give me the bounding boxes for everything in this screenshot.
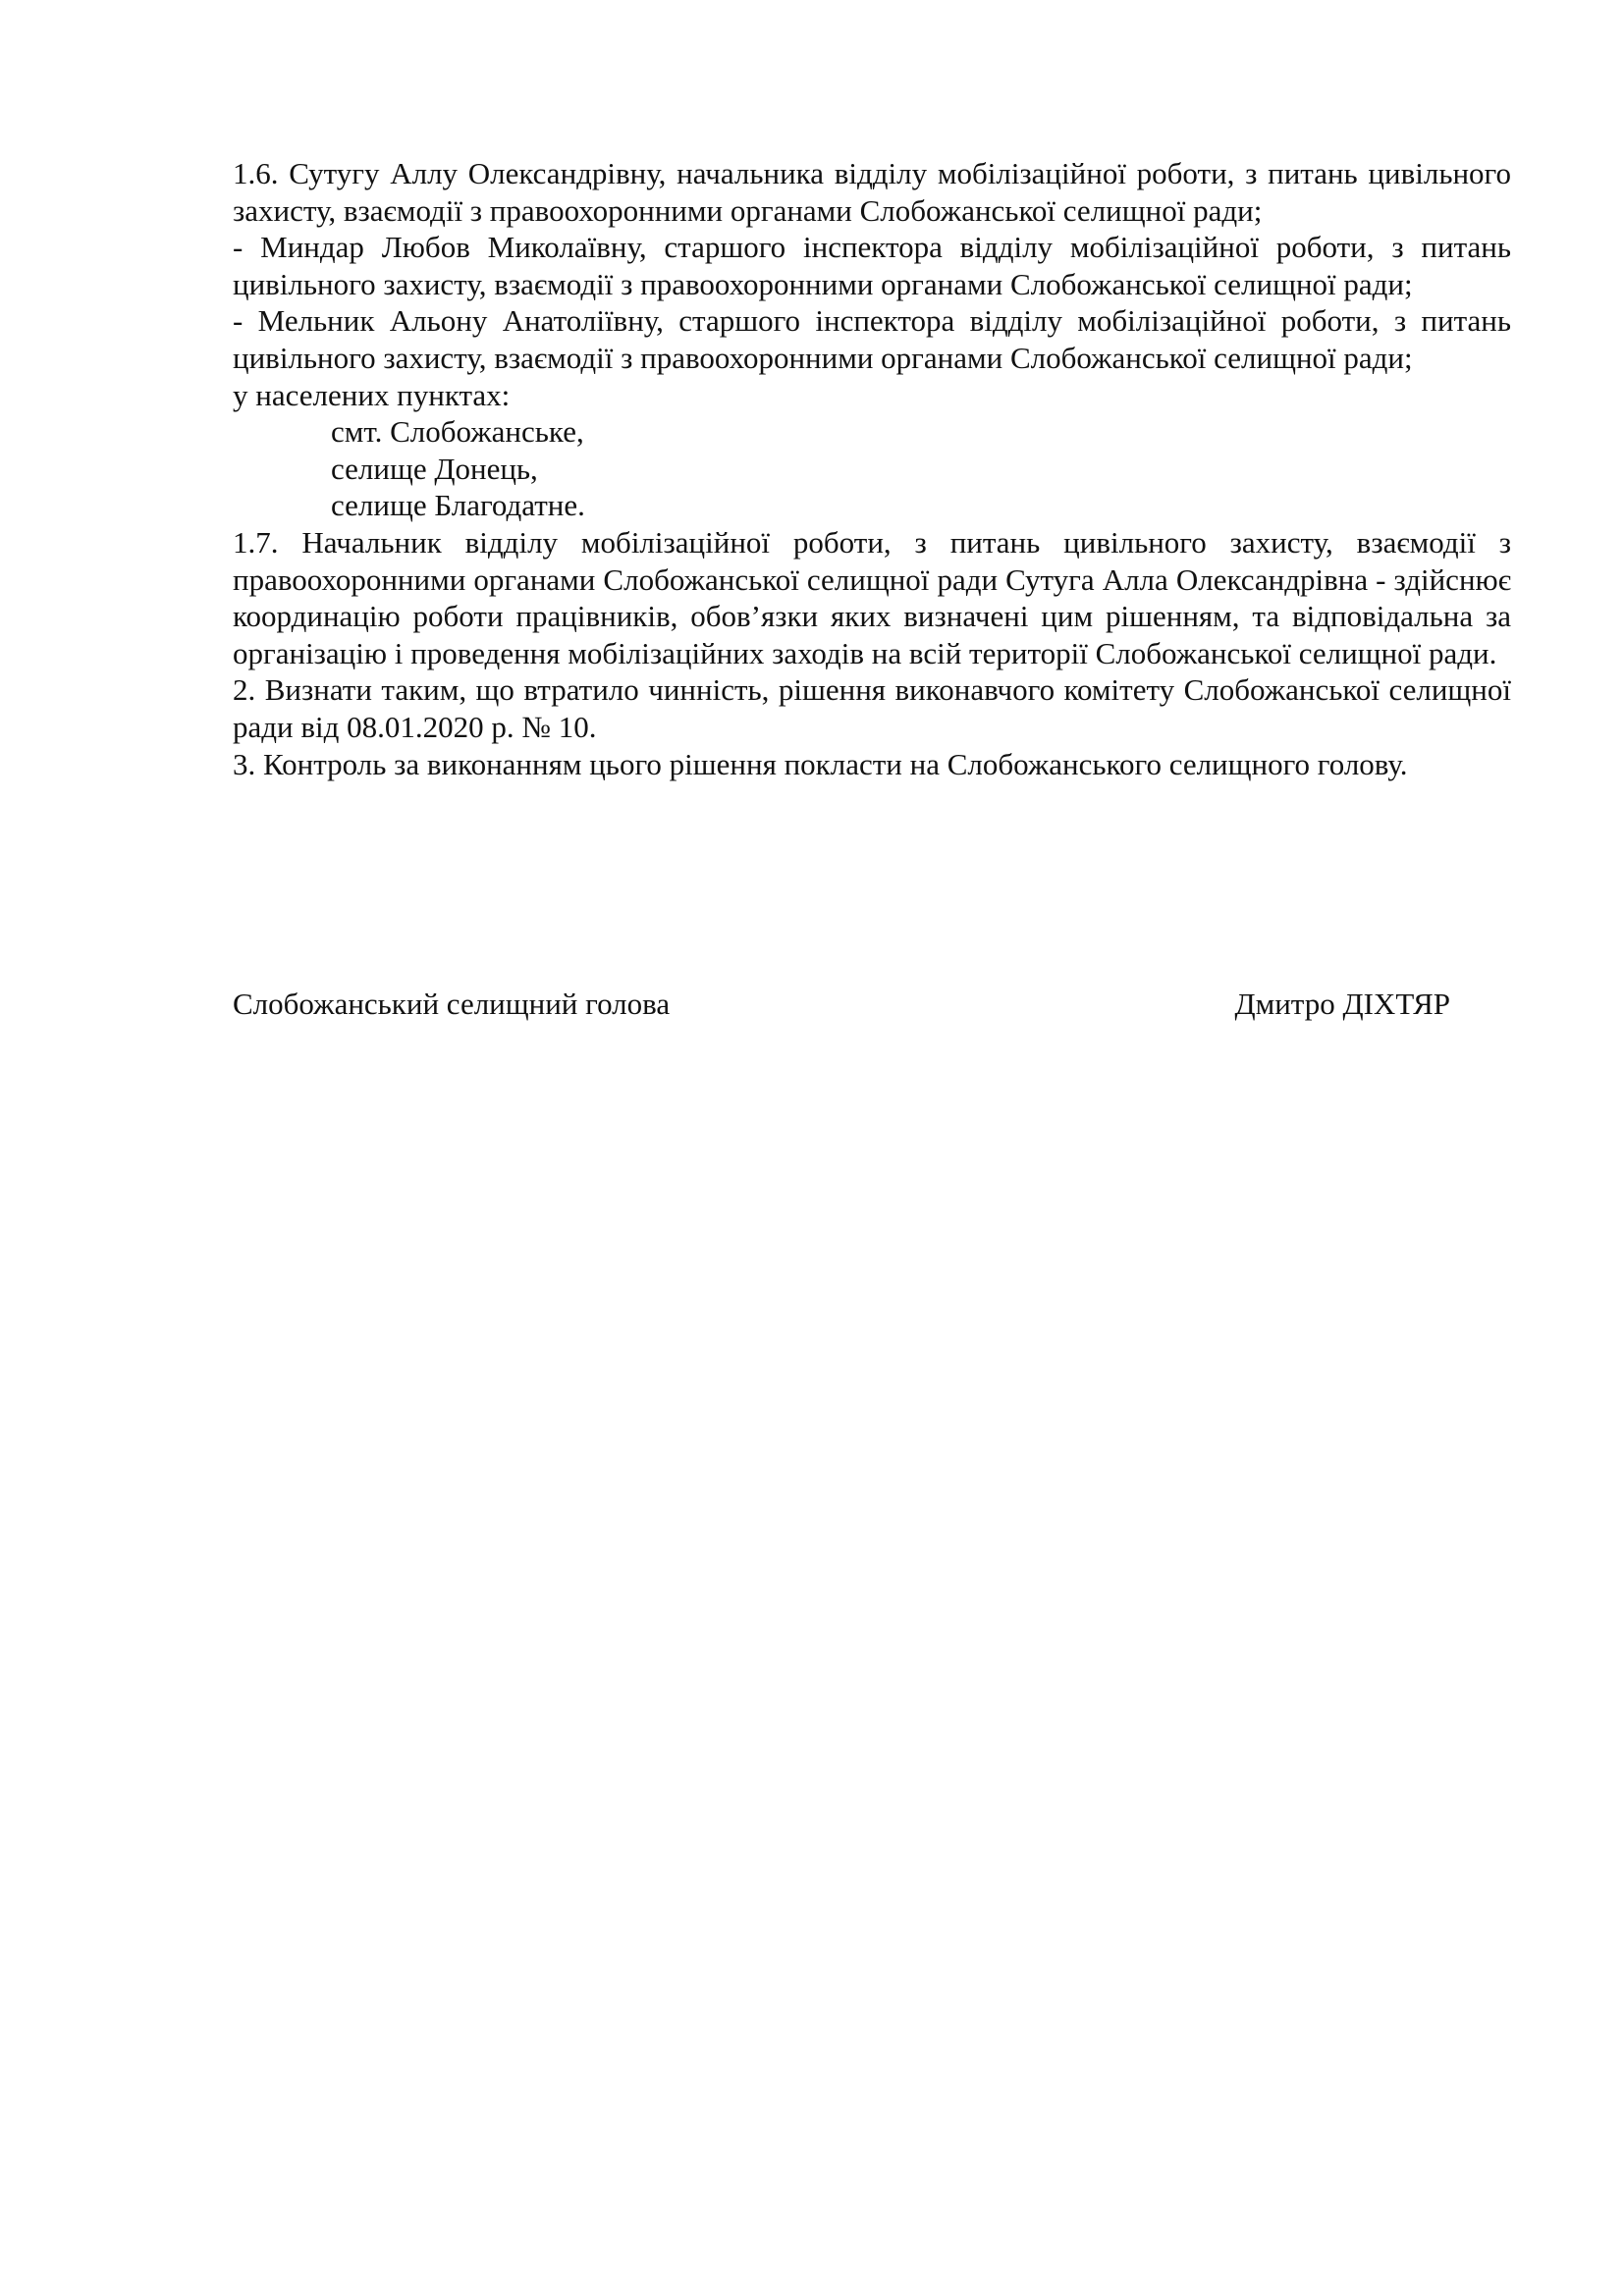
document-body: [233, 155, 1511, 782]
paragraph-1-7: 1.7. Начальник відділу мобілізаційної роботи, з питань цивільного захисту, взаємодії з правоохоронними органами Слобожанської селищної ради Сутуга Алла Олександрівна - здійснює координацію роботи працівників, обов’язки яких визначені цим рішенням, та відповідальна за організацію і проведення мобілізаційних заходів на всій території Слобожанської селищної ради.: [233, 524, 1511, 670]
paragraph-3: 3. Контроль за виконанням цього рішення покласти на Слобожанського селищного голову.: [233, 746, 1408, 781]
settlement-item: смт. Слобожанське,: [331, 414, 584, 450]
settlement-item: селище Благодатне.: [331, 488, 585, 523]
signature-title: Слобожанський селищний голова: [233, 987, 671, 1021]
signature-block: [233, 986, 1450, 1025]
signature-name: Дмитро ДІХТЯР: [1234, 987, 1450, 1021]
paragraph-1-6-inspector-2: - Мельник Альону Анатоліївну, старшого інспектора відділу мобілізаційної роботи, з питань цивільного захисту, взаємодії з правоохоронними органами Слобожанської селищної ради;: [233, 303, 1511, 375]
paragraph-2: 2. Визнати таким, що втратило чинність, рішення виконавчого комітету Слобожанської селищної ради від 08.01.2020 р. № 10.: [233, 672, 1511, 744]
paragraph-1-6: 1.6. Сутугу Аллу Олександрівну, начальника відділу мобілізаційної роботи, з питань цивільного захисту, взаємодії з правоохоронними органами Слобожанської селищної ради;: [233, 156, 1511, 228]
settlement-item: селище Донець,: [331, 451, 538, 486]
settlements-intro: у населених пунктах:: [233, 377, 511, 412]
paragraph-1-6-inspector-1: - Миндар Любов Миколаївну, старшого інспектора відділу мобілізаційної роботи, з питань цивільного захисту, взаємодії з правоохоронними органами Слобожанської селищної ради;: [233, 230, 1511, 301]
